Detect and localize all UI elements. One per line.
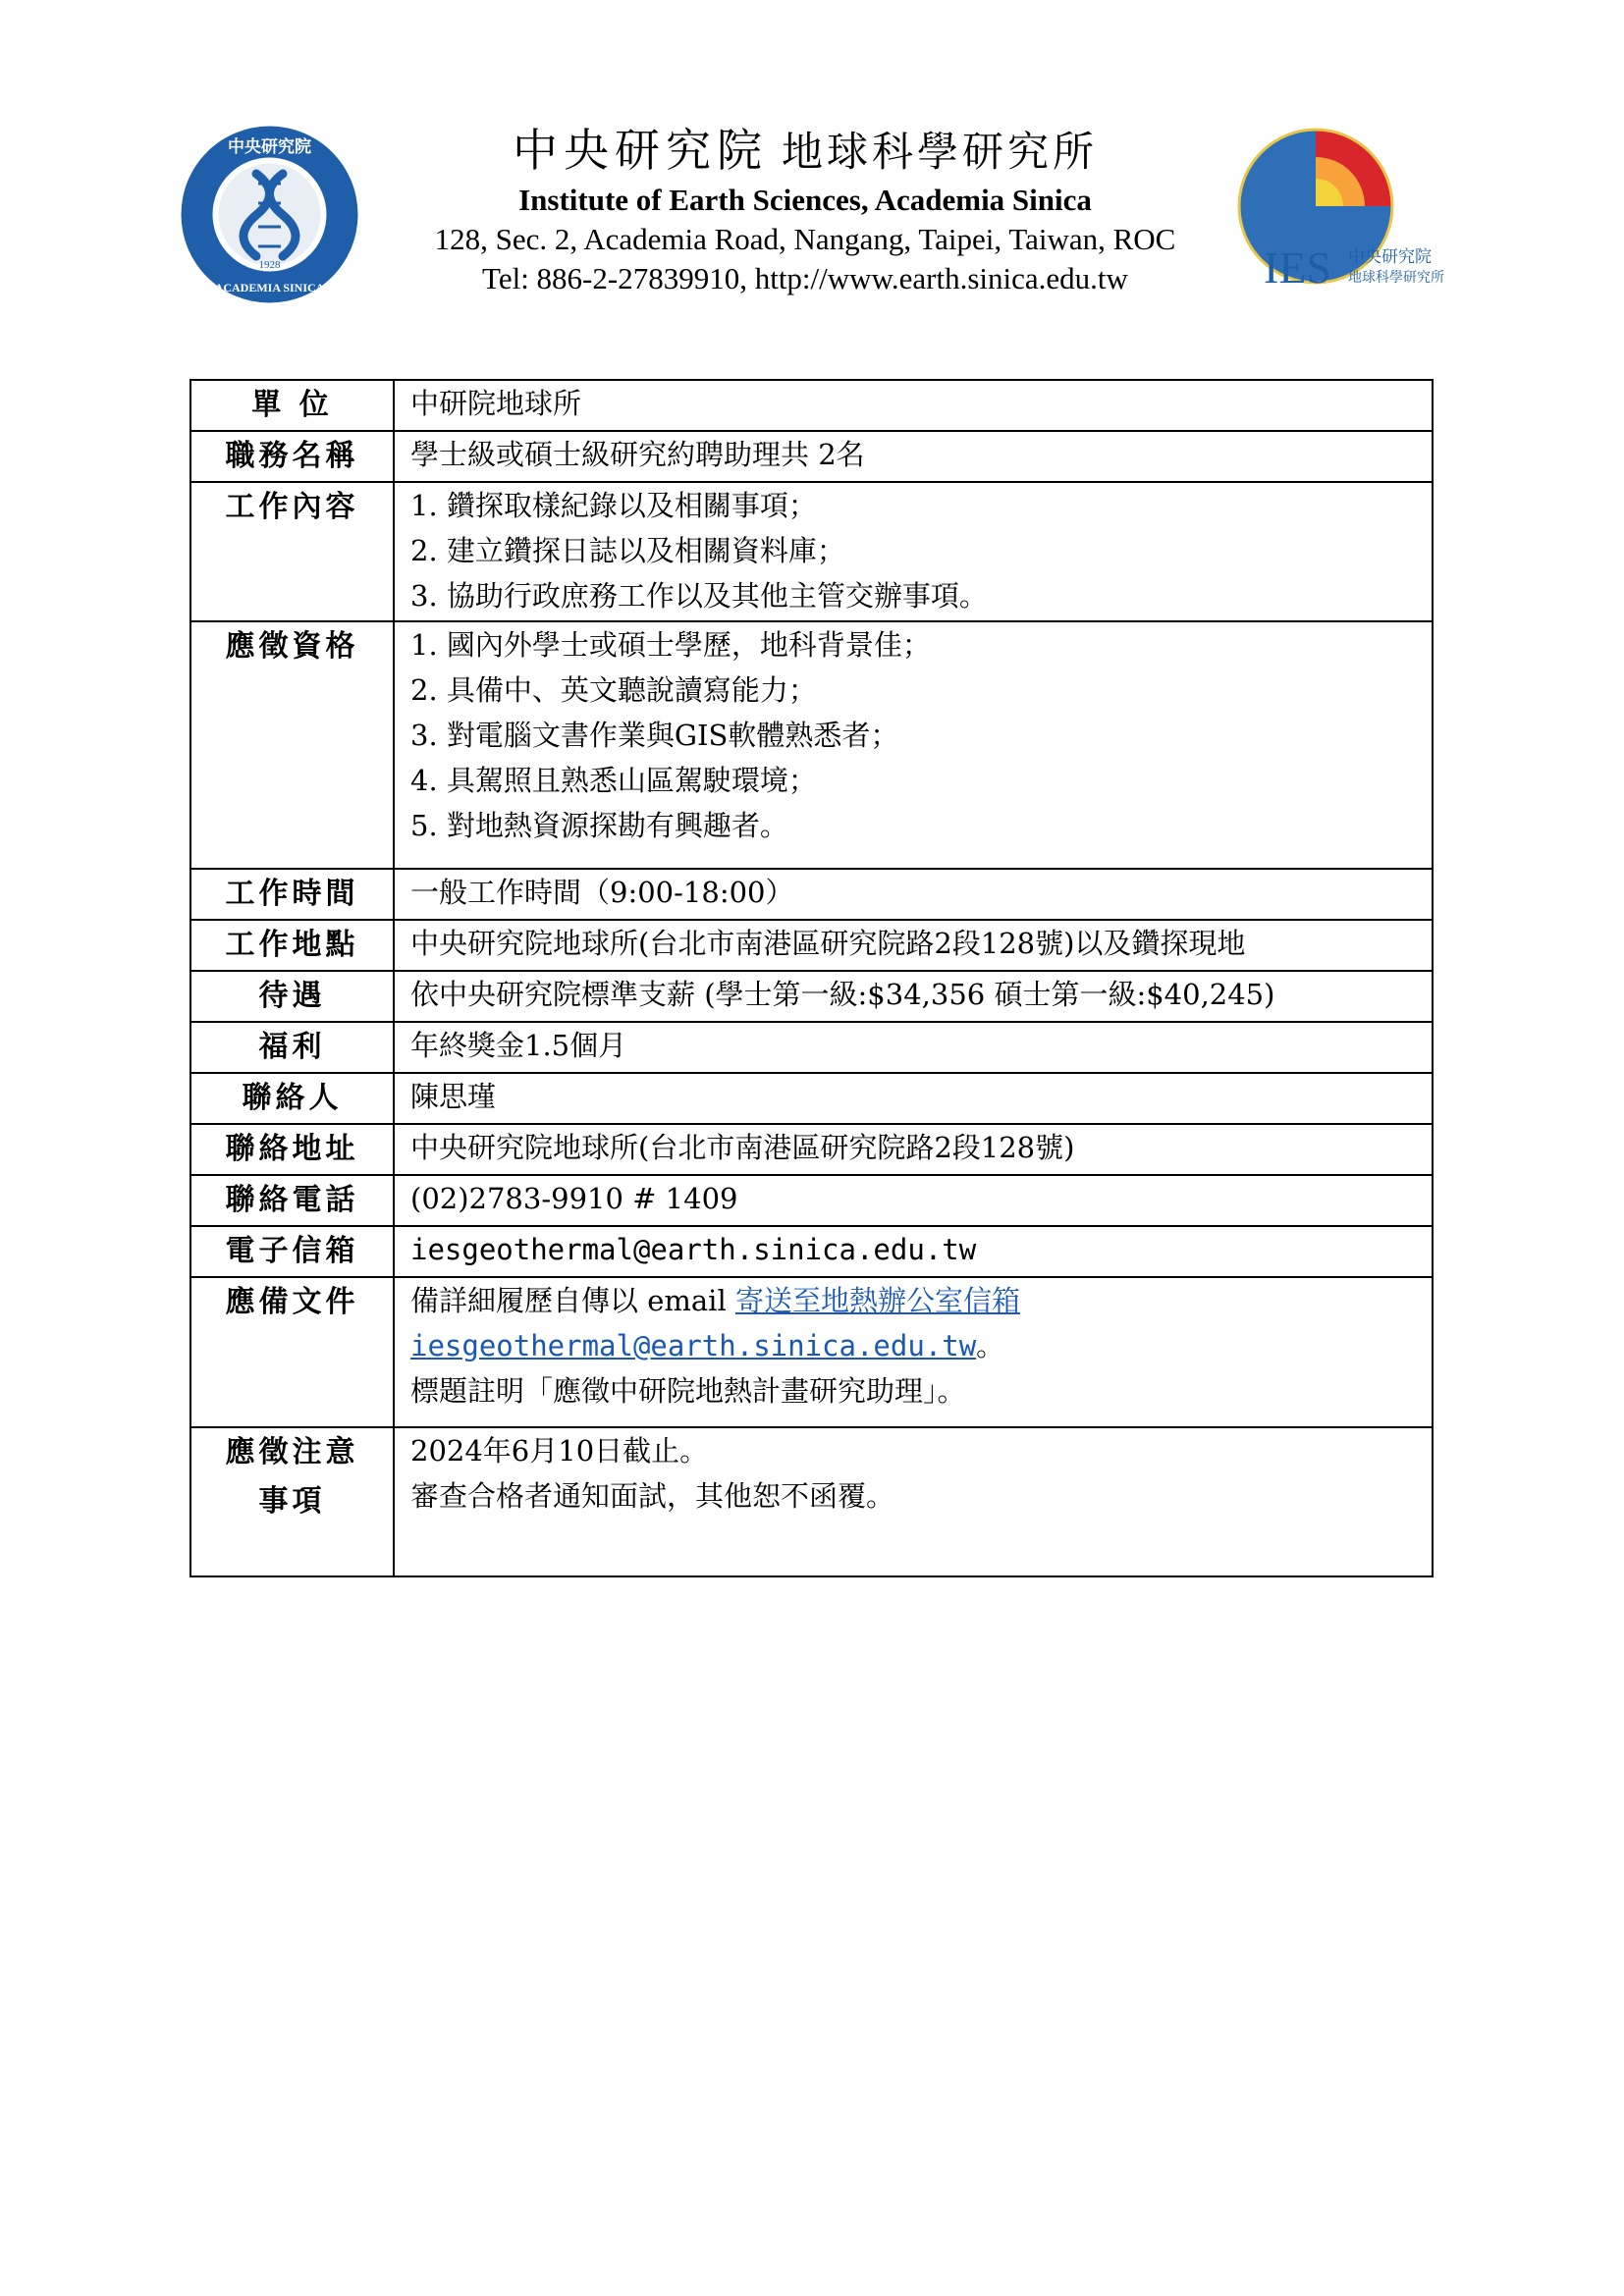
letterhead-chinese-title bbox=[383, 122, 1227, 181]
row-label-unit: 單 位 bbox=[190, 380, 394, 431]
contact-email[interactable]: iesgeothermal@earth.sinica.edu.tw bbox=[410, 1233, 977, 1266]
documents-intro: 備詳細履歷自傳以 email bbox=[410, 1284, 735, 1317]
table-row bbox=[190, 1277, 1433, 1427]
value-line bbox=[410, 1278, 1432, 1323]
value-line: 2. 建立鑽探日誌以及相關資料庫； bbox=[410, 534, 845, 567]
row-label-email: 電子信箱 bbox=[190, 1226, 394, 1277]
table-row bbox=[190, 1175, 1433, 1226]
ies-logo bbox=[1232, 128, 1448, 299]
row-label-notes bbox=[190, 1427, 394, 1576]
academia-sinica-seal-logo bbox=[180, 125, 359, 304]
geothermal-email-link[interactable]: iesgeothermal@earth.sinica.edu.tw bbox=[410, 1329, 977, 1362]
notes-label-line2: 事項 bbox=[258, 1484, 326, 1519]
value-line: 學士級或碩士級研究約聘助理共 2名 bbox=[410, 438, 865, 471]
institution-name-cn: 中央研究院 bbox=[512, 124, 768, 177]
value-line: 標題註明「應徵中研院地熱計畫研究助理」。 bbox=[410, 1374, 966, 1408]
row-label-contact-address: 聯絡地址 bbox=[190, 1124, 394, 1175]
table-row bbox=[190, 380, 1433, 431]
row-label-qualifications: 應徵資格 bbox=[190, 621, 394, 869]
value-line: 審查合格者通知面試，其他恕不函覆。 bbox=[410, 1479, 895, 1513]
ies-abbr: IES bbox=[1264, 242, 1331, 293]
row-value-benefits bbox=[394, 1022, 1433, 1073]
documents-line2-suffix: 。 bbox=[976, 1329, 1005, 1362]
value-line: 年終獎金1.5個月 bbox=[410, 1029, 627, 1062]
row-label-documents: 應備文件 bbox=[190, 1277, 394, 1427]
row-value-hours bbox=[394, 869, 1433, 920]
value-line bbox=[410, 1323, 1432, 1368]
row-value-location bbox=[394, 920, 1433, 971]
row-value-salary bbox=[394, 971, 1433, 1022]
row-value-qualifications bbox=[394, 621, 1433, 869]
letterhead bbox=[383, 122, 1227, 298]
institute-name-cn: 地球科學研究所 bbox=[781, 128, 1098, 176]
send-to-office-link[interactable]: 寄送至地熱辦公室信箱 bbox=[734, 1284, 1020, 1317]
table-row bbox=[190, 1427, 1433, 1576]
row-label-contact-person: 聯絡人 bbox=[190, 1073, 394, 1124]
table-row bbox=[190, 431, 1433, 482]
row-label-benefits: 福利 bbox=[190, 1022, 394, 1073]
row-value-unit bbox=[394, 380, 1433, 431]
table-row bbox=[190, 869, 1433, 920]
table-row bbox=[190, 482, 1433, 621]
value-line: 依中央研究院標準支薪 (學士第一級:$34,356 碩士第一級:$40,245) bbox=[410, 978, 1275, 1011]
seal-bottom-text: ACADEMIA SINICA bbox=[214, 281, 325, 294]
value-line: 中研院地球所 bbox=[410, 387, 582, 420]
table-row bbox=[190, 971, 1433, 1022]
value-line: 4. 具駕照且熟悉山區駕駛環境； bbox=[410, 764, 817, 797]
row-value-phone bbox=[394, 1175, 1433, 1226]
row-value-position bbox=[394, 431, 1433, 482]
row-value-documents bbox=[394, 1277, 1433, 1427]
row-label-location: 工作地點 bbox=[190, 920, 394, 971]
value-line: 陳思瑾 bbox=[410, 1080, 497, 1113]
value-line: (02)2783-9910 # 1409 bbox=[410, 1182, 738, 1215]
notes-label-line1: 應徵注意 bbox=[225, 1435, 359, 1469]
value-line: 5. 對地熱資源探勘有興趣者。 bbox=[410, 809, 788, 842]
seal-year: 1928 bbox=[258, 259, 281, 271]
table-row bbox=[190, 1022, 1433, 1073]
row-value-contact-person bbox=[394, 1073, 1433, 1124]
value-line: 3. 對電腦文書作業與GIS軟體熟悉者； bbox=[410, 719, 899, 752]
ies-line1: 中央研究院 bbox=[1348, 247, 1432, 267]
seal-top-text: 中央研究院 bbox=[228, 137, 311, 157]
row-value-notes bbox=[394, 1427, 1433, 1576]
value-line: 3. 協助行政庶務工作以及其他主管交辦事項。 bbox=[410, 579, 988, 613]
value-line: 中央研究院地球所(台北市南港區研究院路2段128號)以及鑽探現地 bbox=[410, 927, 1246, 960]
row-value-contact-address bbox=[394, 1124, 1433, 1175]
table-row bbox=[190, 1226, 1433, 1277]
value-line: 中央研究院地球所(台北市南港區研究院路2段128號) bbox=[410, 1131, 1075, 1164]
row-label-phone: 聯絡電話 bbox=[190, 1175, 394, 1226]
table-row bbox=[190, 1073, 1433, 1124]
job-posting-table bbox=[189, 379, 1434, 1577]
institute-name-en: Institute of Earth Sciences, Academia Sinica bbox=[518, 183, 1092, 217]
institute-contact: Tel: 886-2-27839910, http://www.earth.sinica.edu.tw bbox=[482, 261, 1128, 295]
value-line: 一般工作時間（9:00-18:00） bbox=[410, 876, 794, 909]
value-line: 2. 具備中、英文聽說讀寫能力； bbox=[410, 673, 817, 707]
row-value-email bbox=[394, 1226, 1433, 1277]
row-label-salary: 待遇 bbox=[190, 971, 394, 1022]
ies-line2: 地球科學研究所 bbox=[1348, 270, 1444, 286]
table-row bbox=[190, 920, 1433, 971]
table-row bbox=[190, 621, 1433, 869]
institute-address: 128, Sec. 2, Academia Road, Nangang, Taipei, Taiwan, ROC bbox=[434, 222, 1176, 256]
value-line: 2024年6月10日截止。 bbox=[410, 1434, 709, 1468]
row-value-duties bbox=[394, 482, 1433, 621]
row-label-duties: 工作內容 bbox=[190, 482, 394, 621]
row-label-hours: 工作時間 bbox=[190, 869, 394, 920]
value-line: 1. 鑽探取樣紀錄以及相關事項； bbox=[410, 489, 817, 522]
table-row bbox=[190, 1124, 1433, 1175]
row-label-position: 職務名稱 bbox=[190, 431, 394, 482]
value-line: 1. 國內外學士或碩士學歷，地科背景佳； bbox=[410, 628, 931, 662]
